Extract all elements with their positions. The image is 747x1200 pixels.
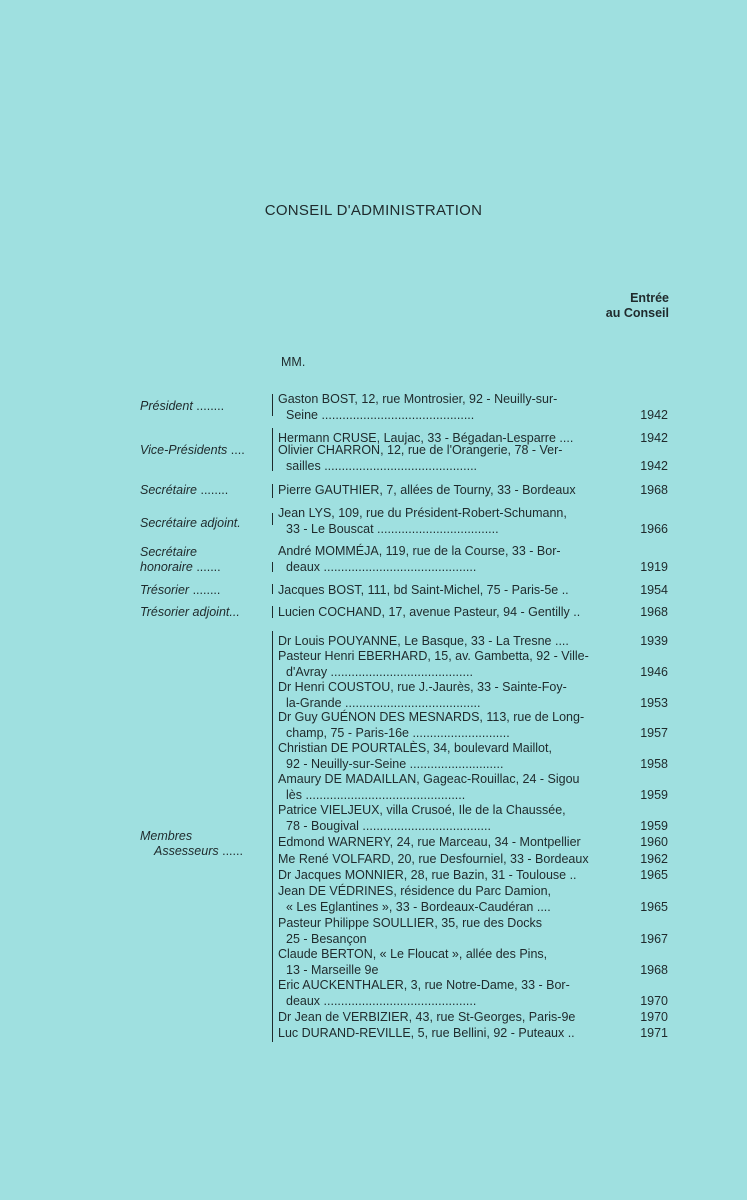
page-title: CONSEIL D'ADMINISTRATION — [264, 202, 483, 219]
entry-guy-guenon — [278, 710, 668, 741]
entry-year: 1942 — [640, 458, 668, 473]
bracket-secretaire — [272, 484, 273, 498]
entry-line1: Patrice VIELJEUX, villa Crusoé, Ile de la Chaussée, — [278, 803, 566, 817]
role-president: Président ........ — [140, 399, 225, 413]
entry-line1: Pierre GAUTHIER, 7, allées de Tourny, 33 - Bordeaux — [278, 483, 576, 497]
entry-line2: Seine ............................................ — [286, 407, 475, 422]
entry-line2: d'Avray ......................................... — [286, 664, 473, 679]
entry-year: 1958 — [640, 756, 668, 771]
entry-line1: Pasteur Henri EBERHARD, 15, av. Gambetta, 92 - Ville- — [278, 649, 589, 663]
entry-line1: Me René VOLFARD, 20, rue Desfourniel, 33 - Bordeaux — [278, 852, 589, 866]
entry-year: 1971 — [640, 1026, 668, 1040]
entry-year: 1966 — [640, 521, 668, 536]
entry-olivier-charron — [278, 443, 668, 474]
bracket-tresorier-adjoint — [272, 606, 273, 618]
role-tresorier-label: Trésorier — [140, 583, 190, 597]
entry-luc-durand-reville — [278, 1026, 668, 1042]
entry-line1: Jean DE VÉDRINES, résidence du Parc Damion, — [278, 884, 552, 898]
entry-line2: 33 - Le Bouscat ................................... — [286, 521, 499, 536]
entry-jean-de-verbizier — [278, 1010, 668, 1026]
entry-lucien-cochand — [278, 605, 668, 621]
entry-jean-lys — [278, 506, 668, 537]
entree-header — [606, 291, 669, 321]
entree-line2: au Conseil — [605, 306, 669, 320]
entry-christian-de-pourtales — [278, 741, 668, 772]
entry-line1: Dr Guy GUÉNON DES MESNARDS, 113, rue de Long- — [278, 710, 585, 724]
entry-line2: deaux ............................................ — [286, 559, 477, 574]
entree-line1: Entrée — [630, 291, 669, 305]
entry-gaston-bost — [278, 392, 668, 423]
entry-line1: Luc DURAND-REVILLE, 5, rue Bellini, 92 - Puteaux .. — [278, 1026, 575, 1040]
entry-line1: Eric AUCKENTHALER, 3, rue Notre-Dame, 33 - Bor- — [278, 978, 570, 992]
role-vice-presidents-label: Vice-Présidents — [140, 443, 228, 457]
entry-line1: Olivier CHARRON, 12, rue de l'Orangerie, 78 - Ver- — [278, 443, 563, 457]
entry-line1: Dr Jean de VERBIZIER, 43, rue St-Georges, Paris-9e — [278, 1010, 576, 1024]
entry-line1: Amaury DE MADAILLAN, Gageac-Rouillac, 24 - Sigou — [278, 772, 580, 786]
entry-jacques-bost — [278, 583, 668, 599]
entry-year: 1962 — [640, 852, 668, 866]
entry-louis-pouyanne — [278, 634, 668, 650]
entry-line1: Claude BERTON, « Le Floucat », allée des Pins, — [278, 947, 548, 961]
role-vice-presidents: Vice-Présidents .... — [140, 443, 245, 457]
role-membres-assesseurs: Membres Assesseurs ...... — [140, 829, 268, 859]
entry-line2: la-Grande ....................................... — [286, 695, 481, 710]
entry-year: 1919 — [640, 559, 668, 574]
entry-line1: Lucien COCHAND, 17, avenue Pasteur, 94 - Gentilly .. — [278, 605, 581, 619]
role-tresorier-adjoint: Trésorier adjoint... — [140, 605, 240, 619]
entry-pierre-gauthier — [278, 483, 668, 499]
entry-line2: deaux ............................................ — [286, 993, 477, 1008]
role-secretaire-honoraire-line2: honoraire — [140, 560, 193, 574]
entry-line1: Hermann CRUSE, Laujac, 33 - Bégadan-Lesparre .... — [278, 431, 574, 445]
entry-year: 1957 — [640, 725, 668, 740]
role-secretaire-adjoint: Secrétaire adjoint. — [140, 516, 241, 530]
entry-line1: Jean LYS, 109, rue du Président-Robert-Schumann, — [278, 506, 567, 520]
entry-year: 1946 — [640, 664, 668, 679]
mm-label: MM. — [281, 355, 306, 369]
entry-year: 1939 — [640, 634, 668, 648]
entry-year: 1954 — [640, 583, 668, 597]
entry-jean-de-vedrines — [278, 884, 668, 915]
entry-line1: Dr Jacques MONNIER, 28, rue Bazin, 31 - Toulouse .. — [278, 868, 577, 882]
entry-year: 1965 — [640, 899, 668, 914]
entry-line1: Edmond WARNERY, 24, rue Marceau, 34 - Montpellier — [278, 835, 581, 849]
entry-year: 1959 — [640, 818, 668, 833]
entry-patrice-vieljeux — [278, 803, 668, 834]
entry-year: 1968 — [640, 962, 668, 977]
entry-jacques-monnier — [278, 868, 668, 884]
entry-edmond-warnery — [278, 835, 668, 851]
entry-line1: Christian DE POURTALÈS, 34, boulevard Maillot, — [278, 741, 552, 755]
entry-amaury-de-madaillan — [278, 772, 668, 803]
entry-line2: lès .............................................. — [286, 787, 466, 802]
entry-line2: 13 - Marseille 9e — [286, 962, 379, 977]
role-secretaire-label: Secrétaire — [140, 483, 197, 497]
entry-year: 1967 — [640, 931, 668, 946]
bracket-vice-presidents — [272, 428, 273, 471]
entry-year: 1968 — [640, 483, 668, 497]
entry-line2: « Les Eglantines », 33 - Bordeaux-Caudéran .... — [286, 899, 551, 914]
entry-line1: Pasteur Philippe SOULLIER, 35, rue des Docks — [278, 916, 543, 930]
entry-line2: 78 - Bougival ..................................... — [286, 818, 491, 833]
role-membres-line2: Assesseurs — [154, 844, 219, 858]
role-membres-line1: Membres — [140, 829, 193, 843]
role-secretaire-honoraire-line1: Secrétaire — [140, 545, 197, 559]
entry-year: 1942 — [640, 407, 668, 422]
entry-line2: 25 - Besançon — [286, 931, 367, 946]
entry-year: 1959 — [640, 787, 668, 802]
bracket-secretaire-adjoint — [272, 513, 273, 525]
entry-line1: Jacques BOST, 111, bd Saint-Michel, 75 - Paris-5e .. — [278, 583, 569, 597]
entry-year: 1942 — [640, 431, 668, 445]
role-president-label: Président — [140, 399, 193, 413]
entry-year: 1953 — [640, 695, 668, 710]
bracket-membres — [272, 631, 273, 1042]
role-tresorier: Trésorier ........ — [140, 583, 221, 597]
entry-year: 1965 — [640, 868, 668, 882]
entry-andre-mommeja — [278, 544, 668, 575]
entry-rene-volfard — [278, 852, 668, 868]
entry-line2: champ, 75 - Paris-16e ............................ — [286, 725, 510, 740]
role-secretaire: Secrétaire ........ — [140, 483, 229, 497]
entry-eric-auckenthaler — [278, 978, 668, 1009]
entry-line2: 92 - Neuilly-sur-Seine ........................... — [286, 756, 504, 771]
bracket-secretaire-honoraire — [272, 562, 273, 572]
entry-line1: André MOMMÉJA, 119, rue de la Course, 33 - Bor- — [278, 544, 561, 558]
role-secretaire-honoraire: Secrétaire honoraire ....... — [140, 545, 268, 575]
entry-year: 1970 — [640, 993, 668, 1008]
bracket-tresorier — [272, 584, 273, 594]
entry-henri-eberhard — [278, 649, 668, 680]
entry-henri-coustou — [278, 680, 668, 711]
entry-claude-berton — [278, 947, 668, 978]
entry-philippe-soullier — [278, 916, 668, 947]
entry-line1: Dr Louis POUYANNE, Le Basque, 33 - La Tresne .... — [278, 634, 569, 648]
entry-year: 1968 — [640, 605, 668, 619]
entry-line2: sailles ............................................ — [286, 458, 478, 473]
entry-line1: Gaston BOST, 12, rue Montrosier, 92 - Neuilly-sur- — [278, 392, 558, 406]
entry-year: 1970 — [640, 1010, 668, 1024]
entry-line1: Dr Henri COUSTOU, rue J.-Jaurès, 33 - Sainte-Foy- — [278, 680, 567, 694]
entry-year: 1960 — [640, 835, 668, 849]
bracket-president — [272, 394, 273, 416]
